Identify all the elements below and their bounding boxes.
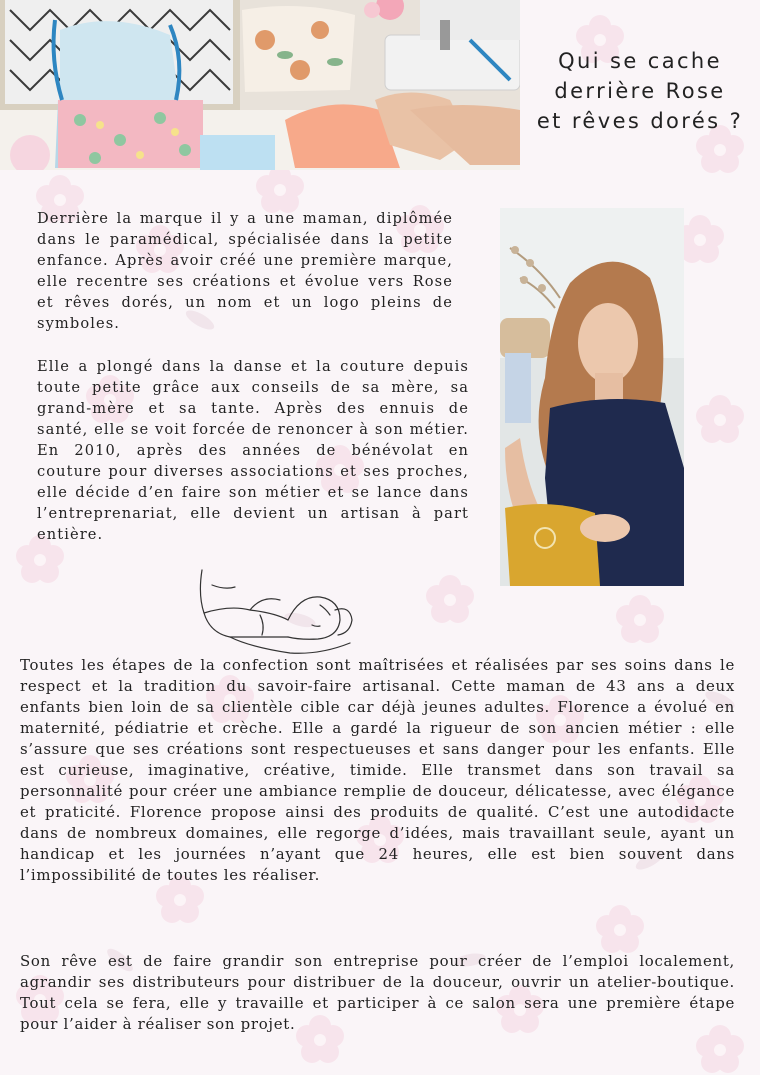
portrait-photo — [500, 208, 684, 586]
intro-paragraph: Derrière la marque il y a une maman, diplômée dans le paramédical, spécialisée dans la petite enfance. Après avoir créé une première marque, elle recentre ses créations et évolue vers Rose et rêves dorés, un nom et un logo pleins de symboles. — [37, 210, 453, 332]
page-title: Qui se cache derrière Rose et rêves dorés ? — [536, 49, 744, 133]
header-sewing-photo — [0, 0, 520, 170]
craft-paragraph: Toutes les étapes de la confection sont maîtrisées et réalisées par ses soins dans le respect et la tradition du savoir-faire artisanal. Cette maman de 43 ans a deux enfants bien loin de sa clientèle cible car déjà jeunes adultes. Florence a évolué en maternité, pédiatrie et crèche. Elle a gardé la rigueur de son ancien métier : elle s’assure que ses créations sont respectueuses et sans danger pour les enfants. Elle est curieuse, imaginative, créative, timide. Elle transmet dans son travail sa personnalité pour créer une ambiance remplie de douceur, délicatesse, avec élégance et praticité. Florence propose ainsi des produits de qualité. C’est une autodidacte dans de nombreux domaines, elle regorge d’idées, mais travaillant seule, ayant un handicap et les journées n’ayant que 24 heures, elle est bien souvent dans l’impossibilité de toutes les réaliser. — [20, 656, 735, 884]
baby-line-drawing — [190, 565, 355, 657]
dream-paragraph: Son rêve est de faire grandir son entreprise pour créer de l’emploi localement, agrandir ses distributeurs pour distribuer de la douceur, ouvrir un atelier-boutique. Tout cela se fera, elle y travaille et participer à ce salon sera une première étape pour l’aider à réaliser son projet. — [20, 952, 735, 1033]
background-paragraph: Elle a plongé dans la danse et la couture depuis toute petite grâce aux conseils de sa mère, sa grand-mère et sa tante. Après des ennuis de santé, elle se voit forcée de renoncer à son métier. En 2010, après des années de bénévolat en couture pour diverses associations et ses proches, elle décide d’en faire son métier et se lance dans l’entreprenariat, elle devient un artisan à part entière. — [37, 358, 469, 543]
